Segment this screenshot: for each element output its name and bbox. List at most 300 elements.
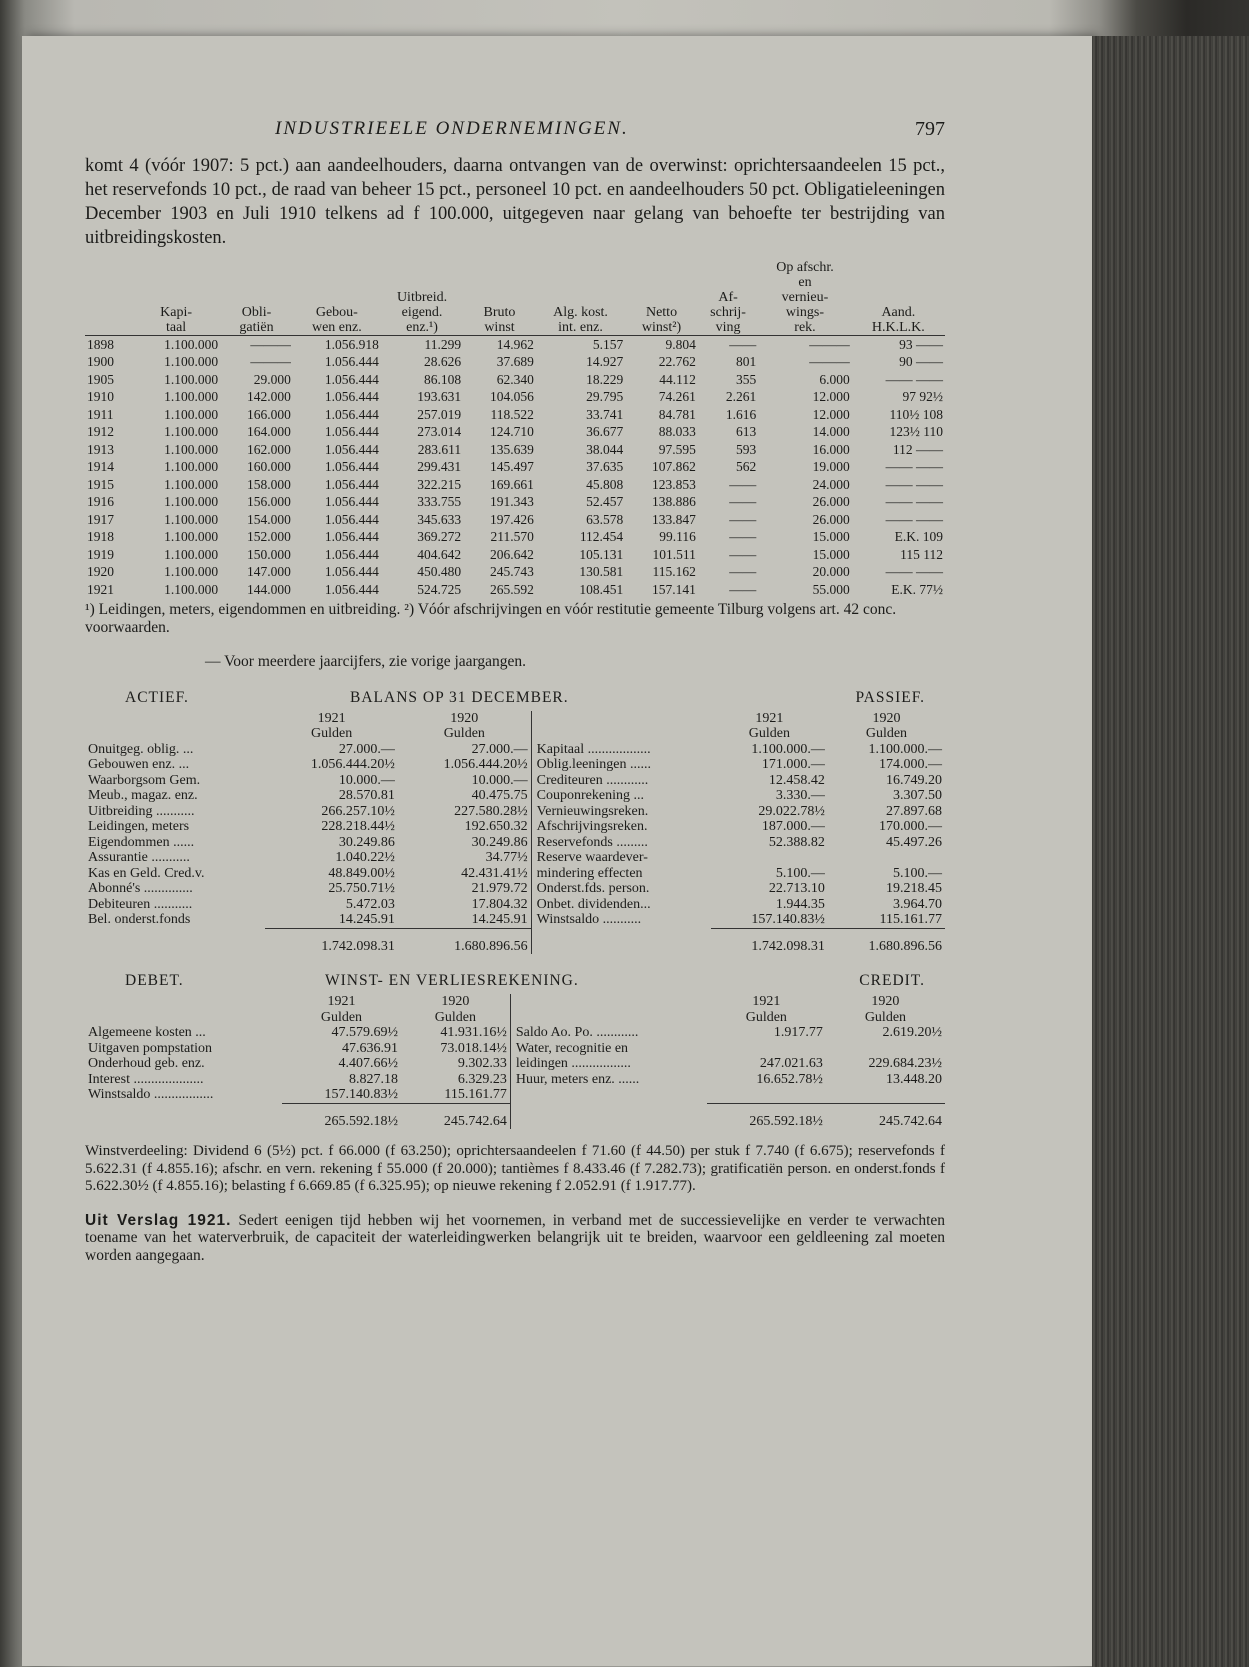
balance-right-value: 29.022.78½ bbox=[758, 803, 825, 819]
balance-left-value: 228.218.44½ bbox=[321, 819, 395, 834]
results-col-header: Op afschr. en vernieu- wings- rek. bbox=[758, 260, 851, 336]
balance-left-value: 1.040.22½ bbox=[335, 850, 395, 865]
pl-blank bbox=[513, 1010, 707, 1026]
results-value-cell: 9.804 bbox=[665, 336, 696, 352]
balance-blank bbox=[534, 928, 711, 954]
results-value-cell: —— bbox=[729, 564, 757, 580]
balance-right-label: Afschrijvingsreken. bbox=[536, 819, 648, 834]
pl-right-value: 1.917.77 bbox=[773, 1025, 823, 1040]
results-value-cell: 1.056.444 bbox=[324, 354, 379, 370]
pl-left-value: 47.636.91 bbox=[341, 1040, 398, 1056]
pl-left-value: 73.018.14½ bbox=[440, 1040, 507, 1056]
balance-left-value: 28.570.81 bbox=[338, 788, 395, 803]
results-value-cell: 150.000 bbox=[246, 546, 291, 562]
results-value-cell: 19.000 bbox=[812, 459, 850, 475]
balance-left-value: 40.475.75 bbox=[471, 788, 528, 803]
pl-total: 265.592.18½ bbox=[282, 1103, 401, 1129]
pl-total: 265.592.18½ bbox=[707, 1103, 826, 1129]
book-page-edges bbox=[1092, 36, 1249, 1667]
pl-right-value bbox=[826, 1041, 945, 1057]
results-value-cell: 1.056.444 bbox=[324, 581, 379, 597]
balance-left-value: 227.580.28½ bbox=[454, 803, 528, 819]
results-year-cell: 1919 bbox=[87, 546, 114, 562]
balance-left-value: 1.056.444.20½ bbox=[310, 757, 395, 772]
balance-year: 1920 bbox=[450, 710, 479, 726]
balance-row bbox=[85, 804, 945, 820]
results-value-cell: 108.451 bbox=[579, 581, 624, 597]
results-year-cell: 1920 bbox=[87, 564, 114, 580]
balance-row bbox=[85, 757, 945, 773]
pl-year: 1920 bbox=[871, 994, 900, 1009]
results-table-body bbox=[85, 336, 945, 599]
balance-right-label: Oblig.leeningen ...... bbox=[536, 757, 651, 772]
pl-row bbox=[85, 1072, 945, 1088]
results-year-cell: 1918 bbox=[87, 529, 114, 545]
results-value-cell: E.K. 109 bbox=[894, 529, 943, 545]
report-heading: Uit Verslag 1921. bbox=[85, 1211, 232, 1229]
results-value-cell: 1.100.000 bbox=[164, 424, 219, 440]
results-value-cell: 1.100.000 bbox=[164, 354, 219, 370]
results-value-cell: 44.112 bbox=[659, 371, 696, 387]
balance-left-value: 10.000.— bbox=[471, 772, 528, 788]
results-value-cell: 18.229 bbox=[586, 371, 624, 387]
balance-blank bbox=[85, 711, 265, 727]
results-value-cell: 193.631 bbox=[417, 389, 462, 405]
results-value-cell: 112 —— bbox=[892, 441, 943, 457]
balance-left-value: 48.849.00½ bbox=[328, 865, 395, 881]
results-value-cell: 211.570 bbox=[490, 529, 534, 545]
results-value-cell: 1.056.444 bbox=[324, 476, 379, 492]
balance-unit: Gulden bbox=[865, 726, 908, 741]
results-year-cell: 1915 bbox=[87, 476, 114, 492]
results-value-cell: 1.100.000 bbox=[164, 389, 219, 405]
pl-blank bbox=[85, 1103, 282, 1129]
balance-left-label: Waarborgsom Gem. bbox=[88, 772, 201, 788]
results-value-cell: —— bbox=[729, 511, 757, 527]
results-value-cell: 138.886 bbox=[652, 494, 696, 510]
results-value-cell: 164.000 bbox=[246, 424, 291, 440]
results-value-cell: 15.000 bbox=[812, 529, 850, 545]
balance-right-label: Onderst.fds. person. bbox=[536, 881, 650, 896]
results-value-cell: —— —— bbox=[885, 564, 943, 580]
pl-right-label bbox=[513, 1087, 707, 1103]
pl-right-value bbox=[707, 1087, 826, 1103]
pl-right-value: 13.448.20 bbox=[886, 1071, 942, 1087]
pl-right-label: Huur, meters enz. ...... bbox=[515, 1071, 640, 1087]
balance-right-label: Reservefonds ......... bbox=[536, 834, 648, 850]
results-value-cell: —— bbox=[729, 476, 757, 492]
results-value-cell: 22.762 bbox=[658, 354, 696, 370]
balance-left-title: ACTIEF. bbox=[125, 688, 189, 706]
results-row bbox=[85, 581, 945, 599]
results-value-cell: 322.215 bbox=[417, 476, 462, 492]
pl-right-value: 2.619.20½ bbox=[882, 1025, 942, 1040]
pl-left-label: Onderhoud geb. enz. bbox=[88, 1056, 205, 1071]
results-year-cell: 1912 bbox=[87, 424, 114, 440]
balance-left-label: Leidingen, meters bbox=[88, 819, 190, 834]
page-number: 797 bbox=[915, 118, 945, 140]
results-value-cell: 20.000 bbox=[812, 564, 850, 580]
pl-left-value: 47.579.69½ bbox=[331, 1025, 398, 1040]
results-value-cell: 112.454 bbox=[579, 529, 624, 545]
results-value-cell: 24.000 bbox=[812, 476, 850, 492]
results-value-cell: 14.962 bbox=[496, 336, 534, 352]
results-year-cell: 1898 bbox=[87, 336, 114, 352]
results-value-cell: ——— bbox=[809, 336, 850, 352]
results-value-cell: 1.100.000 bbox=[164, 441, 219, 457]
results-value-cell: 33.741 bbox=[586, 406, 624, 422]
balance-right-value: 170.000.— bbox=[879, 819, 942, 834]
results-value-cell: 144.000 bbox=[246, 581, 291, 597]
results-row bbox=[85, 494, 945, 512]
results-value-cell: 1.100.000 bbox=[164, 459, 219, 475]
balance-right-value: 3.307.50 bbox=[893, 788, 942, 803]
balance-left-label: Meub., magaz. enz. bbox=[88, 788, 198, 803]
balance-left-value: 14.245.91 bbox=[471, 912, 528, 927]
balance-right-value: 12.458.42 bbox=[768, 772, 825, 788]
results-value-cell: 273.014 bbox=[417, 424, 462, 440]
balance-row bbox=[85, 881, 945, 897]
results-col-header bbox=[85, 260, 132, 336]
pl-center-title: WINST- EN VERLIESREKENING. bbox=[325, 972, 579, 989]
results-value-cell: 123½ 110 bbox=[889, 424, 943, 440]
pl-unit: Gulden bbox=[745, 1009, 787, 1025]
balance-left-value: 42.431.41½ bbox=[461, 865, 528, 881]
pl-unit: Gulden bbox=[320, 1009, 363, 1025]
results-year-cell: 1910 bbox=[87, 389, 114, 405]
balance-right-value: 5.100.— bbox=[775, 865, 825, 881]
balance-row bbox=[85, 819, 945, 835]
results-value-cell: 36.677 bbox=[586, 424, 624, 440]
pl-left-label: Interest .................... bbox=[88, 1071, 204, 1087]
results-value-cell: 1.100.000 bbox=[164, 371, 219, 387]
pl-right-value bbox=[826, 1087, 945, 1103]
balance-left-value: 27.000.— bbox=[471, 741, 528, 757]
balance-left-value: 30.249.86 bbox=[338, 834, 395, 850]
results-footnote: ¹) Leidingen, meters, eigendommen en uitbreiding. ²) Vóór afschrijvingen en vóór restitutie gemeente Tilburg volgens art. 42 conc. voorwaarden. bbox=[85, 600, 897, 636]
results-col-header: Gebou- wen enz. bbox=[293, 260, 381, 336]
balance-year-row bbox=[85, 711, 945, 727]
balance-total: 1.742.098.31 bbox=[265, 928, 398, 954]
pl-left-label: Algemeene kosten ... bbox=[88, 1025, 206, 1040]
results-value-cell: 369.272 bbox=[417, 529, 462, 545]
results-value-cell: 206.642 bbox=[489, 546, 534, 562]
pl-row bbox=[85, 1025, 945, 1041]
balance-right-value: 1.100.000.— bbox=[751, 741, 825, 757]
results-row bbox=[85, 476, 945, 494]
results-value-cell: 801 bbox=[736, 354, 757, 370]
balance-left-value: 17.804.32 bbox=[471, 896, 528, 912]
balance-left-label: Onuitgeg. oblig. ... bbox=[88, 741, 194, 757]
results-value-cell: 1.100.000 bbox=[164, 406, 219, 422]
report-text: Sedert eenigen tijd hebben wij het voornemen, in verband met de successievelijke en verder te verwachten toename van het waterverbruik, de capaciteit der waterleidingwerken belangrijk uit te breiden, waarvoor een geldleening zal moeten worden aangegaan. bbox=[85, 1211, 945, 1264]
balance-row bbox=[85, 897, 945, 913]
results-value-cell: 90 —— bbox=[899, 354, 943, 370]
results-year-cell: 1921 bbox=[87, 581, 114, 597]
results-value-cell: 52.457 bbox=[586, 494, 624, 510]
pl-right-value: 229.684.23½ bbox=[868, 1056, 942, 1071]
balance-left-label: Assurantie ........... bbox=[88, 850, 190, 865]
results-value-cell: 6.000 bbox=[819, 371, 850, 387]
results-value-cell: 38.044 bbox=[586, 441, 624, 457]
results-value-cell: ——— bbox=[250, 336, 291, 352]
results-value-cell: 55.000 bbox=[812, 581, 850, 597]
results-col-header: Obli- gatiën bbox=[220, 260, 293, 336]
balance-sheet bbox=[85, 711, 945, 955]
results-value-cell: 99.116 bbox=[659, 529, 696, 545]
balance-right-value: 3.330.— bbox=[775, 788, 825, 803]
balance-left-label: Kas en Geld. Cred.v. bbox=[88, 865, 205, 881]
balance-unit-row bbox=[85, 726, 945, 742]
results-value-cell: 145.497 bbox=[489, 459, 534, 475]
pl-left-value: 157.140.83½ bbox=[324, 1087, 398, 1102]
balance-right-value: 19.218.45 bbox=[886, 881, 942, 896]
balance-right-label: Onbet. dividenden... bbox=[536, 896, 651, 912]
results-value-cell: 115.162 bbox=[652, 564, 696, 580]
results-value-cell: 97.595 bbox=[658, 441, 696, 457]
balance-row bbox=[85, 742, 945, 758]
results-table bbox=[85, 260, 945, 599]
results-year-cell: 1900 bbox=[87, 354, 114, 370]
results-value-cell: 14.927 bbox=[586, 354, 624, 370]
results-row bbox=[85, 371, 945, 389]
results-value-cell: 157.141 bbox=[652, 581, 696, 597]
balance-left-value: 5.472.03 bbox=[345, 896, 395, 912]
profit-loss-account bbox=[85, 994, 945, 1129]
results-value-cell: 142.000 bbox=[246, 389, 291, 405]
balance-left-value: 25.750.71½ bbox=[328, 881, 395, 896]
results-value-cell: 345.633 bbox=[417, 511, 462, 527]
results-value-cell: —— —— bbox=[885, 476, 943, 492]
pl-right-label: Saldo Ao. Po. ............ bbox=[515, 1025, 639, 1040]
balance-right-value: 16.749.20 bbox=[886, 772, 942, 788]
balance-right-title: PASSIEF. bbox=[855, 688, 925, 706]
results-value-cell: 593 bbox=[736, 441, 757, 457]
results-year-cell: 1905 bbox=[87, 371, 114, 387]
results-value-cell: 37.635 bbox=[586, 459, 624, 475]
pl-left-label: Uitgaven pompstation bbox=[88, 1040, 213, 1056]
results-year-cell: 1916 bbox=[87, 494, 114, 510]
balance-blank bbox=[534, 711, 711, 727]
results-value-cell: 191.343 bbox=[489, 494, 534, 510]
balance-left-value: 1.056.444.20½ bbox=[443, 757, 528, 772]
results-col-header: Alg. kost. int. enz. bbox=[536, 260, 625, 336]
results-value-cell: 110½ 108 bbox=[889, 406, 943, 422]
results-value-cell: 15.000 bbox=[812, 546, 850, 562]
results-value-cell: ——— bbox=[809, 354, 850, 370]
results-value-cell: 1.100.000 bbox=[164, 546, 219, 562]
results-value-cell: 105.131 bbox=[579, 546, 624, 562]
pl-year: 1921 bbox=[327, 994, 356, 1009]
results-value-cell: 2.261 bbox=[725, 389, 757, 405]
results-value-cell: 5.157 bbox=[592, 336, 624, 352]
pl-year: 1920 bbox=[441, 994, 470, 1009]
results-value-cell: —— —— bbox=[885, 371, 943, 387]
balance-right-label: Kapitaal .................. bbox=[536, 741, 651, 757]
results-value-cell: 1.056.444 bbox=[324, 529, 379, 545]
balance-right-value: 27.897.68 bbox=[886, 803, 942, 819]
results-col-header: Uitbreid. eigend. enz.¹) bbox=[381, 260, 463, 336]
results-value-cell: —— bbox=[729, 581, 757, 597]
balance-right-value: 171.000.— bbox=[761, 757, 825, 772]
results-value-cell: 133.847 bbox=[652, 511, 696, 527]
balance-unit: Gulden bbox=[443, 726, 485, 741]
results-row bbox=[85, 336, 945, 354]
results-value-cell: 63.578 bbox=[586, 511, 624, 527]
balance-left-label: Uitbreiding ........... bbox=[88, 803, 195, 819]
results-value-cell: 154.000 bbox=[246, 511, 291, 527]
pl-blank bbox=[85, 994, 282, 1010]
results-value-cell: 1.100.000 bbox=[164, 476, 219, 492]
results-value-cell: —— —— bbox=[885, 459, 943, 475]
results-value-cell: 562 bbox=[736, 459, 757, 475]
pl-totals-row bbox=[85, 1103, 945, 1129]
balance-row bbox=[85, 788, 945, 804]
results-value-cell: 147.000 bbox=[246, 564, 291, 580]
pl-right-value: 247.021.63 bbox=[759, 1056, 823, 1071]
results-value-cell: 1.056.444 bbox=[324, 424, 379, 440]
results-value-cell: 26.000 bbox=[812, 511, 850, 527]
balance-left-label: Debiteuren ........... bbox=[88, 896, 193, 912]
balance-left-label: Abonné's .............. bbox=[88, 881, 193, 896]
balance-right-value bbox=[711, 850, 828, 866]
results-col-header: Bruto winst bbox=[463, 260, 536, 336]
balance-heading bbox=[85, 689, 945, 711]
results-row bbox=[85, 406, 945, 424]
intro-paragraph: komt 4 (vóór 1907: 5 pct.) aan aandeelhouders, daarna ontvangen van de overwinst: oprichtersaandeelen 15 pct., het reservefonds 10 pct., de raad van beheer 15 pct., personeel 10 pct. en aandeelhouders 50 pct. Obligatieleeningen December 1903 en Juli 1910 telkens ad f 100.000, uitgegeven naar gelang van behoefte ter bestrijding van uitbreidingskosten. bbox=[85, 156, 945, 248]
results-value-cell: —— —— bbox=[885, 511, 943, 527]
balance-row bbox=[85, 773, 945, 789]
results-value-cell: 283.611 bbox=[417, 441, 462, 457]
pl-right-title: CREDIT. bbox=[859, 972, 925, 989]
balance-right-value: 22.713.10 bbox=[768, 881, 825, 896]
balance-left-value: 21.979.72 bbox=[471, 881, 528, 896]
results-row bbox=[85, 354, 945, 372]
balance-total: 1.742.098.31 bbox=[711, 928, 828, 954]
running-title: INDUSTRIEELE ONDERNEMINGEN. bbox=[275, 118, 629, 139]
results-year-cell: 1913 bbox=[87, 441, 114, 457]
results-value-cell: 135.639 bbox=[489, 441, 534, 457]
balance-right-value: 115.161.77 bbox=[879, 912, 942, 927]
balance-left-label: Bel. onderst.fonds bbox=[88, 912, 191, 928]
pl-left-value: 4.407.66½ bbox=[338, 1056, 398, 1071]
results-year-cell: 1914 bbox=[87, 459, 114, 475]
results-value-cell: 28.626 bbox=[424, 354, 462, 370]
pl-blank bbox=[513, 1103, 707, 1129]
results-value-cell: 101.511 bbox=[652, 546, 696, 562]
results-value-cell: ——— bbox=[250, 354, 291, 370]
results-value-cell: 93 —— bbox=[899, 336, 943, 352]
results-value-cell: 29.000 bbox=[253, 371, 291, 387]
more-years-note: — Voor meerdere jaarcijfers, zie vorige jaargangen. bbox=[205, 652, 527, 670]
balance-left-label: Eigendommen ...... bbox=[88, 834, 195, 850]
results-value-cell: 265.592 bbox=[489, 581, 534, 597]
results-value-cell: 152.000 bbox=[246, 529, 291, 545]
pl-year-row bbox=[85, 994, 945, 1010]
results-value-cell: 97 92½ bbox=[902, 389, 943, 405]
balance-right-value: 1.100.000.— bbox=[868, 741, 942, 757]
pl-right-value bbox=[707, 1041, 826, 1057]
results-value-cell: 245.743 bbox=[489, 564, 534, 580]
balance-center-title: BALANS OP 31 DECEMBER. bbox=[350, 688, 569, 706]
pl-right-label: leidingen ................. bbox=[515, 1056, 631, 1071]
results-value-cell: 197.426 bbox=[489, 511, 534, 527]
results-value-cell: 1.056.444 bbox=[324, 459, 379, 475]
pl-row bbox=[85, 1041, 945, 1057]
results-value-cell: —— bbox=[729, 546, 757, 562]
results-value-cell: 160.000 bbox=[246, 459, 291, 475]
results-value-cell: —— —— bbox=[885, 494, 943, 510]
pl-left-value: 8.827.18 bbox=[348, 1071, 398, 1087]
pl-unit-row bbox=[85, 1010, 945, 1026]
pl-left-title: DEBET. bbox=[125, 972, 184, 989]
balance-year: 1921 bbox=[317, 710, 346, 726]
pl-row bbox=[85, 1056, 945, 1072]
balance-right-value: 45.497.26 bbox=[886, 834, 942, 850]
pl-unit: Gulden bbox=[864, 1009, 907, 1025]
annual-report-excerpt bbox=[85, 1212, 945, 1265]
results-value-cell: 1.100.000 bbox=[164, 529, 219, 545]
results-year-cell: 1917 bbox=[87, 511, 114, 527]
pl-total: 245.742.64 bbox=[826, 1103, 945, 1129]
results-value-cell: 26.000 bbox=[812, 494, 850, 510]
pl-total: 245.742.64 bbox=[401, 1103, 510, 1129]
results-table-header bbox=[85, 260, 945, 336]
balance-totals-row bbox=[85, 928, 945, 954]
results-value-cell: 1.056.444 bbox=[324, 389, 379, 405]
results-value-cell: 12.000 bbox=[812, 389, 850, 405]
results-value-cell: 84.781 bbox=[658, 406, 696, 422]
results-value-cell: 104.056 bbox=[489, 389, 534, 405]
results-value-cell: 86.108 bbox=[424, 371, 462, 387]
pl-right-value: 16.652.78½ bbox=[756, 1071, 823, 1087]
results-value-cell: 162.000 bbox=[246, 441, 291, 457]
results-value-cell: 1.056.444 bbox=[324, 441, 379, 457]
balance-blank bbox=[85, 726, 265, 742]
balance-right-value: 174.000.— bbox=[879, 757, 942, 772]
balance-total: 1.680.896.56 bbox=[828, 928, 945, 954]
pl-left-value: 6.329.23 bbox=[457, 1071, 507, 1087]
results-col-header: Af- schrij- ving bbox=[698, 260, 758, 336]
results-value-cell: —— bbox=[729, 336, 757, 352]
balance-row bbox=[85, 912, 945, 928]
results-value-cell: 257.019 bbox=[417, 406, 462, 422]
results-value-cell: 1.056.918 bbox=[324, 336, 379, 352]
pl-row bbox=[85, 1087, 945, 1103]
balance-row bbox=[85, 835, 945, 851]
balance-right-label: mindering effecten bbox=[536, 865, 643, 881]
results-row bbox=[85, 441, 945, 459]
balance-left-value: 266.257.10½ bbox=[321, 803, 395, 819]
results-value-cell: 115 112 bbox=[900, 546, 943, 562]
results-value-cell: 1.056.444 bbox=[324, 546, 379, 562]
results-value-cell: 118.522 bbox=[490, 406, 534, 422]
results-row bbox=[85, 389, 945, 407]
results-value-cell: —— bbox=[729, 529, 757, 545]
results-value-cell: 156.000 bbox=[246, 494, 291, 510]
results-value-cell: 1.056.444 bbox=[324, 371, 379, 387]
results-row bbox=[85, 546, 945, 564]
balance-right-label: Reserve waardever- bbox=[536, 850, 648, 865]
balance-row bbox=[85, 866, 945, 882]
results-row bbox=[85, 424, 945, 442]
results-value-cell: 123.853 bbox=[652, 476, 696, 492]
balance-right-label: Crediteuren ............ bbox=[536, 772, 649, 788]
results-col-header: Kapi- taal bbox=[132, 260, 220, 336]
results-row bbox=[85, 564, 945, 582]
results-value-cell: —— bbox=[729, 494, 757, 510]
pl-blank bbox=[85, 1010, 282, 1026]
